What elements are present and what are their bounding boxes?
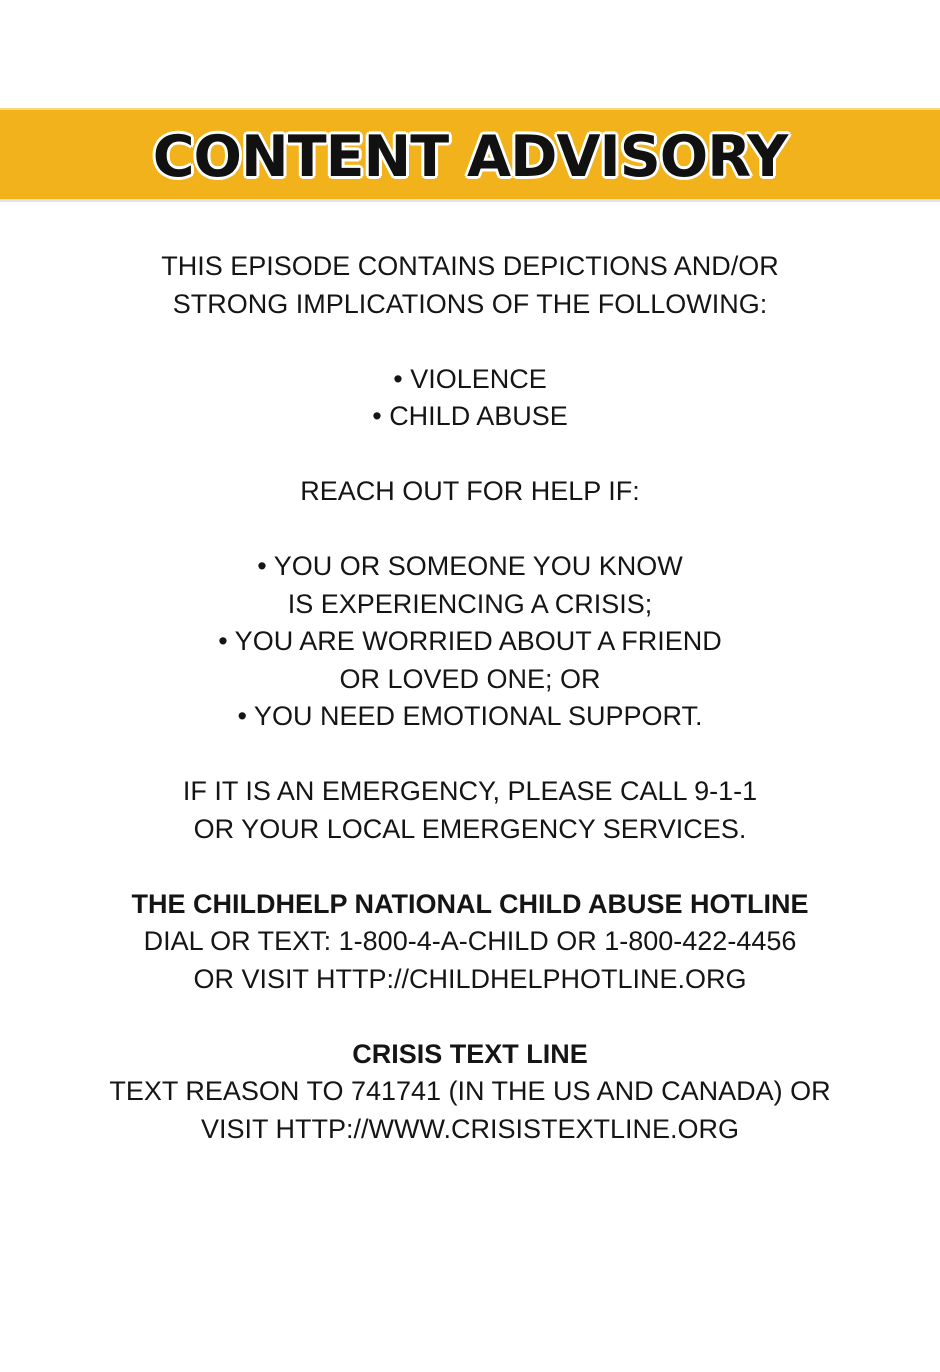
spacer [0,511,940,549]
intro-line: THIS EPISODE CONTAINS DEPICTIONS AND/OR [161,251,779,281]
intro-line: STRONG IMPLICATIONS OF THE FOLLOWING: [172,288,768,319]
warning-item: • CHILD ABUSE [372,401,568,431]
crisis-text-line-name: CRISIS TEXT LINE [352,1038,588,1069]
advisory-banner [0,108,940,202]
help-line: • YOU ARE WORRIED ABOUT A FRIEND [218,626,722,656]
help-line: IS EXPERIENCING A CRISIS; [287,588,653,619]
emergency-line: OR YOUR LOCAL EMERGENCY SERVICES. [193,813,747,844]
help-line: OR LOVED ONE; OR [339,663,601,694]
childhelp-visit: OR VISIT HTTP://CHILDHELPHOTLINE.ORG [193,963,747,994]
help-line: • YOU NEED EMOTIONAL SUPPORT. [237,701,703,731]
crisis-text: TEXT REASON TO 741741 (IN THE US AND CANADA) OR [109,1076,831,1106]
advisory-body [0,248,940,1148]
spacer [0,323,940,361]
spacer [0,736,940,774]
emergency-line: IF IT IS AN EMERGENCY, PLEASE CALL 9-1-1 [182,776,758,806]
spacer [0,436,940,474]
help-line: • YOU OR SOMEONE YOU KNOW [257,551,683,581]
spacer [0,998,940,1036]
help-heading: REACH OUT FOR HELP IF: [300,476,640,506]
childhelp-dial: DIAL OR TEXT: 1-800-4-A-CHILD OR 1-800-422-4456 [143,926,797,956]
spacer [0,848,940,886]
childhelp-hotline-name: THE CHILDHELP NATIONAL CHILD ABUSE HOTLINE [131,888,809,919]
warning-item: • VIOLENCE [393,363,547,394]
page-title: CONTENT ADVISORY [152,123,788,190]
crisis-visit: VISIT HTTP://WWW.CRISISTEXTLINE.ORG [200,1113,740,1144]
